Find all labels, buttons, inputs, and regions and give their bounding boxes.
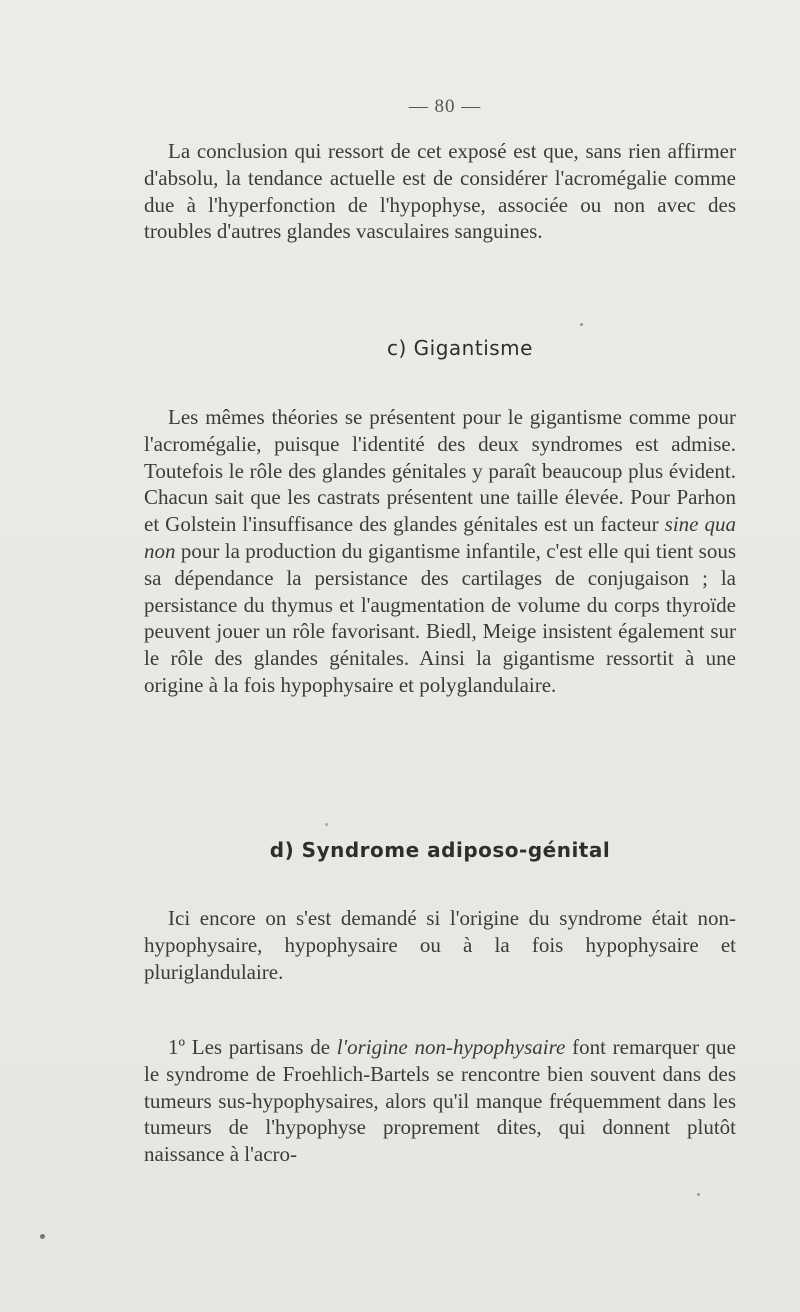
paragraph-conclusion-text: La conclusion qui ressort de cet exposé est que, sans rien affirmer d'absolu, la tendance actuelle est de considérer l'acromégalie comme due à l'hyperfonction de l'hypophyse, associée ou non avec des troubles d'autres glandes vasculaires sanguines.: [144, 139, 736, 244]
paragraph-gigantisme-italic: sine qua non: [144, 512, 736, 563]
paragraph-origine-non-hypophysaire: [144, 1034, 736, 1168]
paragraph-conclusion: [144, 138, 736, 245]
ink-speck: [40, 1234, 45, 1239]
ink-speck: [697, 1193, 700, 1196]
paragraph-item-number: 1º Les partisans de: [168, 1035, 337, 1059]
paragraph-syndrome-intro-text: Ici encore on s'est demandé si l'origine du syndrome était non-hypophysaire, hypophysaire ou à la fois hypophysaire et pluriglandulaire.: [144, 906, 736, 984]
section-heading-gigantisme: c) Gigantisme: [387, 336, 533, 360]
paragraph-origine-text: font remarquer que le syndrome de Froehlich-Bartels se rencontre bien souvent dans des tumeurs sus-hypophysaires, alors qu'il manque fréquemment dans les tumeurs de l'hypophyse proprement dites, qui donnent plutôt naissance à l'acro-: [144, 1035, 736, 1167]
page-number: — 80 —: [408, 96, 482, 117]
paragraph-gigantisme-text-1: Les mêmes théories se présentent pour le gigantisme comme pour l'acromégalie, puisque l'identité des deux syndromes est admise. Toutefois le rôle des glandes génitales y paraît beaucoup plus évident. Chacun sait que les castrats présentent une taille élevée. Pour Parhon et Golstein l'insuffisance des glandes génitales est un facteur: [144, 405, 736, 537]
paragraph-gigantisme: [144, 404, 736, 699]
paragraph-origine-italic: l'origine non-hypophysaire: [336, 1035, 566, 1059]
ink-speck: [325, 823, 328, 826]
paragraph-gigantisme-text-2: pour la production du gigantisme infantile, c'est elle qui tient sous sa dépendance la persistance des cartilages de conjugaison ; la persistance du thymus et l'augmentation de volume du corps thyroïde peuvent jouer un rôle favorisant. Biedl, Meige insistent également sur le rôle des glandes génitales. Ainsi la gigantisme ressortit à une origine à la fois hypophysaire et polyglandulaire.: [144, 538, 736, 697]
ink-speck: [580, 323, 583, 326]
section-heading-syndrome-adiposo-genital: d) Syndrome adiposo-génital: [269, 838, 611, 862]
paragraph-syndrome-intro: [144, 905, 736, 985]
